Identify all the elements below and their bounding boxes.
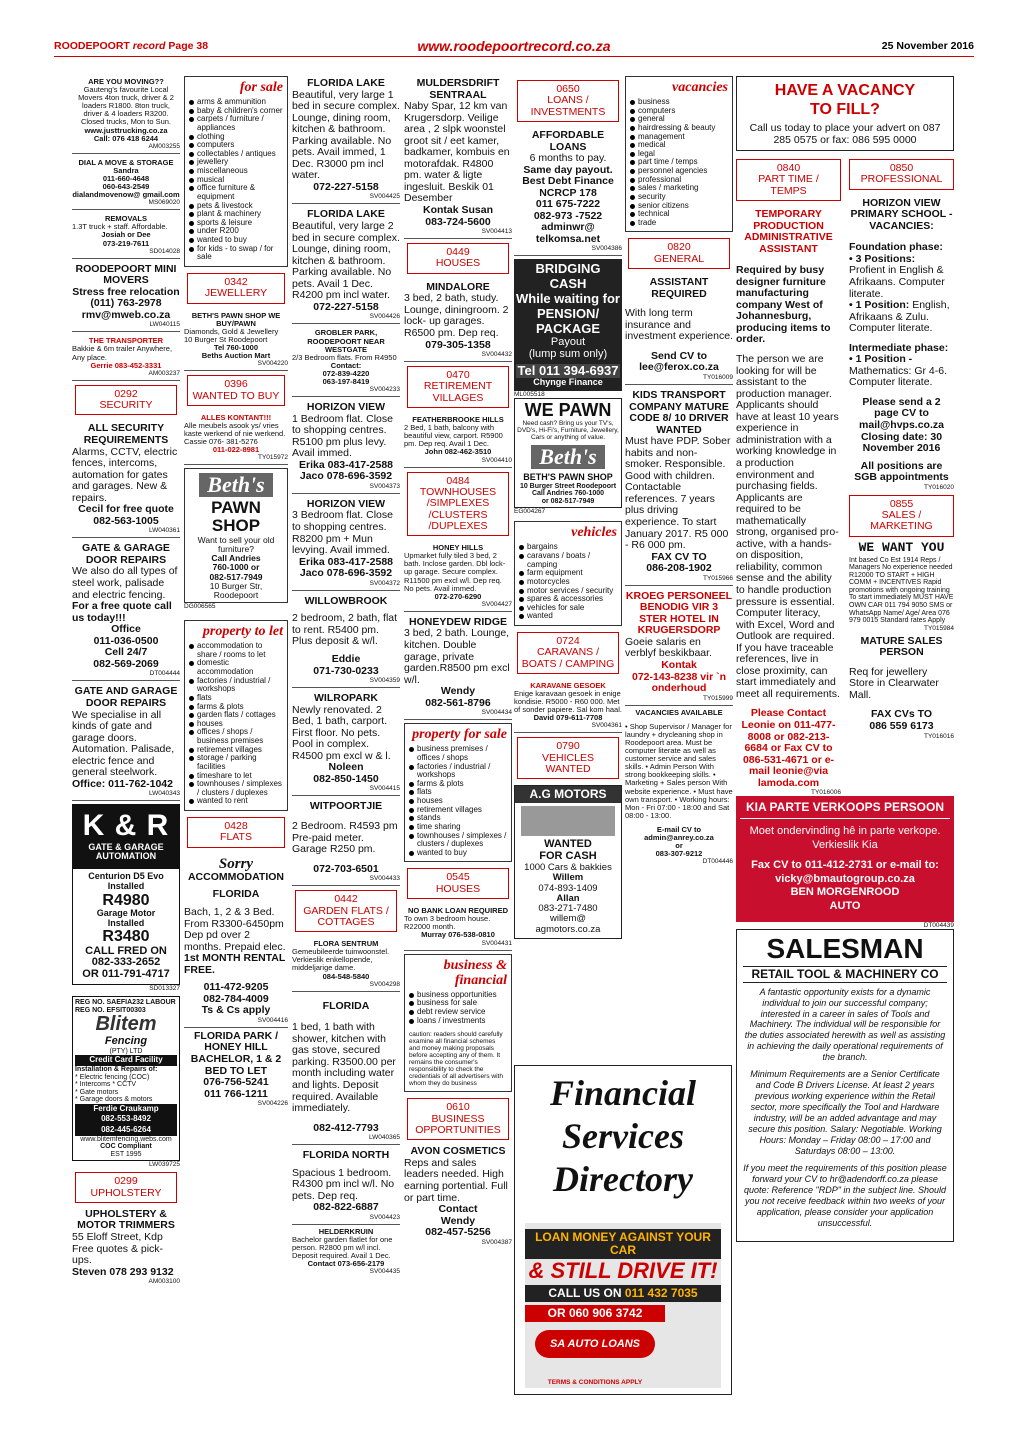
category-box[interactable]: 0850 PROFESSIONAL: [849, 159, 954, 190]
classified-ad: HELDERKRUIN Bachelor garden flatlet for one person. R2800 pm w/l incl. Deposit required. Avail 1 Dec. Contact 073-656-2179 SV004435: [292, 1226, 400, 1276]
index-item[interactable]: computers: [630, 107, 728, 116]
index-item[interactable]: wanted: [519, 612, 617, 621]
we-pawn-advert: WE PAWN Need cash? Bring us your TV's, DVD's, Hi-Fi's, Furniture, Jewellery, Cars or anything of value. Beth's BETH'S PAWN SHOP 10 Burger Street Roodepoort Call Andries 760-1000 or 082-517-7949: [514, 398, 622, 509]
category-box[interactable]: 0342 JEWELLERY: [187, 273, 285, 304]
section-index-property-for-sale: property for sale business premises / offices / shops factories / industrial / workshops farms & plots flats houses retirement villages stands time sharing townhouses / simplexes / clusters / duplexes wanted to buy: [404, 723, 512, 862]
category-box[interactable]: 0396 WANTED TO BUY: [187, 375, 285, 406]
index-item[interactable]: business premises / offices / shops: [409, 745, 507, 762]
index-item[interactable]: general: [630, 115, 728, 124]
column-3: [292, 76, 400, 1396]
page-header: [54, 40, 974, 54]
index-list: [189, 642, 283, 806]
index-item[interactable]: computers: [189, 141, 283, 150]
jobs-right: 0850 PROFESSIONAL HORIZON VIEW PRIMARY SCHOOL - VACANCIES: Foundation phase: • 3 Positions: Profient in English & Afrikaans. Computer literate. • 1 Position: English, Afrikaans & Zulu. Computer literate. Intermediate phase: • 1 Position - Mathematics: Gr 4-6. Computer literate. Please send a 2 page CV to mail@hvps.co.za Closing date: 30 November 2016 All positions are SGB appointments TY016020 0855 SALES / MARKETING WE WANT YOU Int based Co Est 1914 Reps / Managers No experience needed R12000 TO START + HIGH COMM + INCENTIVES Rapid promotions with ongoing training To start immediately MUST HAVE OWN CAR 011 794 9050 SMS or WhatsApp Name/ Age/ Area 076 979 0015 Standard rates Apply TY015984 MATURE SALES PERSON Req for jewellery Store in Clearwater Mall. FAX CVs TO 086 559 6173 TY016016: [849, 159, 954, 796]
category-box[interactable]: 0292 SECURITY: [75, 385, 177, 416]
blitem-advert: REG NO. SAEFIA232 LABOUR REG NO. EFSIT00303 Blitem Fencing (PTY) LTD Credit Card Facility Installation & Repairs of: * Electric fencing (COC) * Intercoms * CCTV * Gate motors * Garage doors & motors Ferdie Craukamp 082-553-8492 082-445-6264 www.blitemfencing.webs.com COC Compliant EST 1995: [72, 996, 180, 1161]
index-item[interactable]: garden flats / cottages: [189, 711, 283, 720]
column-7: HAVE A VACANCY TO FILL? Call us today to place your advert on 087 285 0575 or fax: 086 595 0000 0840 PART TIME / TEMPS TEMPORARY PRODUCTION ADMINISTRATIVE ASSISTANT Required by busy designer furniture manufacturing company West of Johannesburg, producing items to order. The person we are looking for will be assistant to the production manager. Applicants should have at least 10 years experience in administration with a working knowledge in a production environment and purchasing fields. Applicants are required to be mathematically strong, organised pro-active, with a hands-on disposition, reliability, common sense and the ability to handle production pressure is essential. Computer literacy, with Excel, Word and Outlook are required. If you have traceable references, live in close proximity, can start immediately and meet all requirements. Please Contact Leonie on 011-477-8008 or 082-213-6684 or Fax CV to 086-531-4671 or e-mail leonie@via lamoda.com TY016006 0850 PROFESSIONAL HORIZON VIEW PRIMARY SCHOOL - VACANCIES: Foundation phase: • 3 Positions: Profient in English & Afrikaans. Computer literate. • 1 Position: English, Afrikaans & Zulu. Computer literate. Intermediate phase: • 1 Position - Mathematics: Gr 4-6. Computer literate. Please send a 2 page CV to mail@hvps.co.za Closing date: 30 November 2016 All positions are SGB appointments TY016020 0855 SALES / MARKETING WE WANT YOU Int based Co Est 1914 Reps / Managers No experience needed R12000 TO START + HIGH COMM + INCENTIVES Rapid promotions with ongoing training To start immediately MUST HAVE OWN CAR 011 794 9050 SMS or WhatsApp Name/ Age/ Area 076 979 0015 Standard rates Apply TY015984 MATURE SALES PERSON Req for jewellery Store in Clearwater Mall. FAX CVs TO 086 559 6173 TY016016 KIA PARTE VERKOOPS PERSOON Moet ondervinding hê in parte verkope. Verkieslik Kia Fax CV to 011-412-2731 or e-mail to: vicky@bmautogroup.co.za BEN MORGENROOD AUTO DT004439 SALESMAN RETAIL TOOL & MACHINERY CO A fantastic opportunity exists for a dynamic individual to join our successful company; interested in a career in sales of Tools and Machinery. The individual will be responsible for the duties associated herewith as well as assisting in achieving the daily operational requirements of the branch. Minimum Requirements are a Senior Certificate and Code B Drivers License. At least 2 years previous working experience within the Retail sector, more specifically the Tool and Hardware industry, will be an added advantage and may secure this position. Salary: Negotiable. Working Hours: Monday – Friday 08:00 – 17:00 and Saturdays 08:00 – 13:00. If you meet the requirements of this position please forward your CV to hr@adendorff.co.za please quote: Reference "RDP" in the subject line. Should you not receive feedback within two weeks of your application, please consider your application unsuccessful.: [736, 76, 954, 1396]
index-item[interactable]: miscellaneous: [189, 167, 283, 176]
section-index-property-to-let: property to let accommodation to share / rooms to let domestic accommodation factories / industrial / workshops flats farms & plots garden flats / cottages houses offices / shops / business premises retirement villages storage / parking facilities timeshare to let townhouses / simplexes / clusters / duplexes wanted to rent: [184, 620, 288, 811]
index-item[interactable]: baby & children's corner: [189, 107, 283, 116]
index-item[interactable]: retirement villages: [189, 746, 283, 755]
classified-ad: ROODEPOORT MINI MOVERS Stress free relocation (011) 763-2978 rmv@mweb.co.za LW040115: [72, 262, 180, 333]
classified-ad: MULDERSDRIFT SENTRAAL Naby Spar, 12 km van Krugersdorp. Veilige area , 2 slpk woonstel groot sit / eet kamer, badkamer, kombuis en motorafdak. R4800 pm. water & ligte ingesluit. Beskik 01 Desember Kontak Susan 083-724-5600 SV004413: [404, 76, 512, 239]
index-item[interactable]: motorcycles: [519, 578, 617, 587]
financial-services-directory: Financial Services Directory LOAN MONEY AGAINST YOUR CAR & STILL DRIVE IT! CALL US ON 011 432 7035 OR 060 906 3742 SA AUTO LOANS TERMS & CONDITIONS APPLY: [514, 1065, 732, 1395]
classified-ad: ASSISTANT REQUIRED With long term insurance and investment experience. Send CV to lee@ferox.co.za TY016009: [625, 275, 733, 385]
car-image: [521, 806, 615, 836]
classified-ad: HONEYDEW RIDGE 3 bed, 2 bath. Lounge, kitchen. Double garage, private garden.R8500 pm excl w/l. Wendy 082-561-8796 SV004434: [404, 615, 512, 720]
blitem-logo: Blitem: [95, 1013, 157, 1036]
classified-ad: WILROPARK Newly renovated. 2 Bed, 1 bath, carport. First floor. No pets. Pool in complex. R4500 pm excl w & l. Noleen 082-850-1450 SV004415: [292, 691, 400, 796]
classified-ad: WILLOWBROOK 2 bedroom, 2 bath, flat to rent. R5400 pm. Plus deposit & w/l. Eddie 071-730-0233 SV004359: [292, 594, 400, 688]
index-item[interactable]: musical: [189, 176, 283, 185]
index-item[interactable]: bargains: [519, 543, 617, 552]
category-box[interactable]: 0724 CARAVANS / BOATS / CAMPING: [517, 632, 619, 674]
kr-logo: K & R GATE & GARAGE AUTOMATION: [72, 804, 180, 868]
index-item[interactable]: townhouses / simplexes / clusters / duplexes: [189, 780, 283, 797]
classified-ad: WITPOORTJIE 2 Bedroom. R4593 pm Pre-paid meter. Garage R250 pm. 072-703-6501 SV004433: [292, 799, 400, 886]
index-item[interactable]: domestic accommodation: [189, 659, 283, 676]
category-box[interactable]: 0449 HOUSES: [407, 243, 509, 274]
classified-ad: FLORIDA LAKE Beautiful, very large 2 bed in secure complex. Lounge, dining room, kitchen & bathroom. Parking available. No pets. Avail 1 Dec. R4200 pm incl water. 072-227-5158 SV004426: [292, 207, 400, 324]
classified-ad: GATE AND GARAGE DOOR REPAIRS We specialise in all kinds of gate and garage doors. Automation. Palisade, electric fence and general steelwork. Office: 011-762-1042 LW040343: [72, 684, 180, 801]
index-item[interactable]: houses: [409, 797, 507, 806]
classified-ad: BETH'S PAWN SHOP WE BUY/PAWN Diamonds, Gold & Jewellery 10 Burger St Roodepoort Tel 760-1000 Beths Auction Mart SV004220: [184, 310, 288, 372]
index-item[interactable]: flats: [409, 788, 507, 797]
two-column-jobs: [736, 159, 954, 796]
classified-ad: UPHOLSTERY & MOTOR TRIMMERS 55 Eloff Street, Kdp Free quotes & pick-ups. Steven 078 293 9132 AM003100: [72, 1207, 180, 1286]
index-item[interactable]: sales / marketing: [630, 184, 728, 193]
index-item[interactable]: part time / temps: [630, 158, 728, 167]
index-item[interactable]: accommodation to share / rooms to let: [189, 642, 283, 659]
index-item[interactable]: factories / industrial / workshops: [189, 677, 283, 694]
beths-pawn-advert: Beth's PAWN SHOP Want to sell your old furniture? Call Andries 760-1000 or 082-517-7949 10 Burger Str, Roodepoort: [184, 468, 288, 603]
beths-logo: Beth's: [531, 445, 604, 469]
index-item[interactable]: sports & leisure: [189, 219, 283, 228]
classified-ad: KIDS TRANSPORT COMPANY MATURE CODE 8/ 10 DRIVER WANTED Must have PDP. Sober habits and non-smoker. Responsible. Good with children. Contactable references. 7 years plus driving experience. To start January 2017. R5 000 - R6 000 pm. FAX CV TO 086-208-1902 TY015966: [625, 388, 733, 586]
section-index-business-financial: business & financial business opportunities business for sale debt review service loans / investments caution: readers should carefully examine all financial schemes and money making proposals before accepting any of them. It remains the consumer's responsibility to check the credentials of all advertisers with whom they do business: [404, 954, 512, 1093]
classified-ad: ALLES KONTANT!!! Alle meubels asook ys/ vries kaste werkend of nie werkend. Cassie 076- 381-5276 011-022-8981 TY015972: [184, 412, 288, 465]
section-index-for-sale: for sale arms & ammunition baby & children's corner carpets / furniture / appliances clothing computers collectables / antiques jewellery miscellaneous musical office furniture & equipment pets & livestock plant & machinery sports & leisure under R200 wanted to buy for kids - to swap / for sale: [184, 76, 288, 267]
index-item[interactable]: flats: [189, 694, 283, 703]
index-item[interactable]: collectables / antiques: [189, 150, 283, 159]
beths-logo: Beth's: [199, 473, 272, 497]
category-box[interactable]: 0299 UPHOLSTERY: [75, 1172, 177, 1203]
classified-ad: HONEY HILLS Upmarket fully tiled 3 bed, 2 bath. Inclose garden. Dbl lock-up garage. Secure complex. R11500 pm excl w/l. Dep req. No pets. Avail immed. 072-270-6290 SV004427: [404, 542, 512, 612]
index-item[interactable]: wanted to rent: [189, 797, 283, 806]
index-item[interactable]: vehicles for sale: [519, 604, 617, 613]
classified-ad: FLORIDA NORTH Spacious 1 bedroom. R4300 pm incl w/l. No pets. Dep req. 082-822-6887 SV004423: [292, 1148, 400, 1225]
index-item[interactable]: wanted to buy: [189, 236, 283, 245]
index-item[interactable]: factories / industrial / workshops: [409, 763, 507, 780]
have-a-vacancy-advert: HAVE A VACANCY TO FILL? Call us today to place your advert on 087 285 0575 or fax: 086 595 0000: [736, 76, 954, 151]
index-item[interactable]: townhouses / simplexes / clusters / duplexes: [409, 832, 507, 849]
header-date: 25 November 2016: [881, 40, 974, 52]
section-index-vehicles: vehicles bargains caravans / boats / camping farm equipment motorcycles motor services / security spares & accessories vehicles for sale wanted: [514, 521, 622, 626]
index-item[interactable]: time sharing: [409, 823, 507, 832]
classified-ad: Sorry ACCOMMODATION FLORIDA Bach, 1, 2 & 3 Bed. From R3300-6450pm Dep pd over 2 months. Prepaid elec. 1st MONTH RENTAL FREE. 011-472-9205 082-784-4009 Ts & Cs apply SV004416: [184, 854, 288, 1028]
index-item[interactable]: business: [630, 98, 728, 107]
index-item[interactable]: technical: [630, 210, 728, 219]
index-item[interactable]: debt review service: [409, 1008, 507, 1017]
category-box[interactable]: 0442 GARDEN FLATS / COTTAGES: [295, 890, 397, 932]
category-box[interactable]: 0610 BUSINESS OPPORTUNITIES: [407, 1098, 509, 1140]
classified-ad: HORIZON VIEW 3 Bedroom flat. Close to shopping centres. R8200 pm + Mun levying. Avail immed. Erika 083-417-2588 Jaco 078-696-3592 SV004372: [292, 497, 400, 591]
category-box[interactable]: 0650 LOANS / INVESTMENTS: [517, 80, 619, 122]
classified-ad: MINDALORE 3 bed, 2 bath, study. Lounge, diningroom. 2 lock- up garages. R6500 pm. Dep req. 079-305-1358 SV004432: [404, 280, 512, 362]
index-item[interactable]: motor services / security: [519, 587, 617, 596]
jobs-left: 0840 PART TIME / TEMPS TEMPORARY PRODUCTION ADMINISTRATIVE ASSISTANT Required by busy designer furniture manufacturing company West of Johannesburg, producing items to order. The person we are looking for will be assistant to the production manager. Applicants should have at least 10 years experience in administration with a working knowledge in a production environment and purchasing fields. Applicants are required to be mathematically strong, organised pro-active, with a hands-on disposition, reliability, common sense and the ability to handle production pressure is essential. Computer literacy, with Excel, Word and Outlook are required. If you have traceable references, live in close proximity, can start immediately and meet all requirements. Please Contact Leonie on 011-477-8008 or 082-213-6684 or Fax CV to 086-531-4671 or e-mail leonie@via lamoda.com TY016006: [736, 159, 841, 796]
index-item[interactable]: stands: [409, 814, 507, 823]
category-box[interactable]: 0470 RETIREMENT VILLAGES: [407, 366, 509, 408]
index-item[interactable]: wanted to buy: [409, 849, 507, 858]
index-item[interactable]: medical: [630, 141, 728, 150]
index-item[interactable]: pets & livestock: [189, 202, 283, 211]
classified-ad: FEATHERBROOKE HILLS 2 Bed, 1 bath, balcony with beautiful view, carport. R5900 pm. Dep req. Avail 1 Dec. John 082-462-3510 SV004410: [404, 414, 512, 467]
index-item[interactable]: for kids - to swap / for sale: [189, 245, 283, 262]
index-item[interactable]: timeshare to let: [189, 772, 283, 781]
column-4: [404, 76, 512, 1396]
category-box[interactable]: 0855 SALES / MARKETING: [849, 495, 954, 537]
classified-ad: REMOVALS 1.3T truck + staff. Affordable. Josiah or Dee 073-219-7611 SD014028: [72, 213, 180, 258]
index-item[interactable]: management: [630, 133, 728, 142]
index-item[interactable]: business opportunities: [409, 991, 507, 1000]
sa-auto-loans-advert: LOAN MONEY AGAINST YOUR CAR & STILL DRIVE IT! CALL US ON 011 432 7035 OR 060 906 3742 SA AUTO LOANS TERMS & CONDITIONS APPLY: [525, 1223, 721, 1388]
index-list: [409, 991, 507, 1026]
classified-ad: FLORIDA PARK / HONEY HILL BACHELOR, 1 & 2 BED TO LET 076-756-5241 011 766-1211 SV004226: [190, 1029, 288, 1108]
classified-ad: FLORIDA LAKE Beautiful, very large 1 bed in secure complex. Lounge, dining room, kitchen & bathroom. Parking available. No pets. Avail immed, 1 Dec. R3000 pm incl water. 072-227-5158 SV004425: [292, 76, 400, 204]
index-list: [409, 745, 507, 857]
index-item[interactable]: senior citizens: [630, 202, 728, 211]
bridging-cash-advert: BRIDGING CASH While waiting for PENSION/ PACKAGE Payout (lump sum only) Tel 011 394-6937 Chynge Finance: [514, 259, 622, 390]
category-box[interactable]: 0545 HOUSES: [407, 868, 509, 899]
index-item[interactable]: storage / parking facilities: [189, 754, 283, 771]
classified-ad: KARAVANE GESOEK Enige karavaan gesoek in enige kondisie. R5000 - R60 000. Met of sonder papiere. Sal kom haal. David 079-611-7708 SV004361: [514, 680, 622, 733]
index-item[interactable]: jewellery: [189, 158, 283, 167]
column-5: 0650 LOANS / INVESTMENTS AFFORDABLE LOANS 6 months to pay. Same day payout. Best Debt Finance NCRCP 178 011 675-7222 082-973 -7522 adminwr@ telkomsa.net SV004386 BRIDGING CASH While waiting for PENSION/ PACKAGE Payout (lump sum only) Tel 011 394-6937 Chynge Finance ML005518 WE PAWN Need cash? Bring us your TV's, DVD's, Hi-Fi's, Furniture, Jewellery, Cars or anything of value. Beth's BETH'S PAWN SHOP 10 Burger Street Roodepoort Call Andries 760-1000 or 082-517-7949 EG004267 vehicles bargains caravans / boats / camping farm equipment motorcycles motor services / security spares & accessories vehicles for sale wanted 0724 CARAVANS / BOATS / CAMPING KARAVANE GESOEK Enige karavaan gesoek in enige kondisie. R5000 - R60 000. Met of sonder papiere. Sal kom haal. David 079-611-7708 SV004361 0790 VEHICLES WANTED A.G MOTORS WANTED FOR CASH 1000 Cars & bakkies Willem 074-893-1409 Allan 083-271-7480 willem@ agmotors.co.za: [514, 76, 622, 1061]
index-item[interactable]: legal: [630, 150, 728, 159]
classified-ad: NO BANK LOAN REQUIRED To own 3 bedroom house. R22000 month. Murray 076-538-0810 SV004431: [404, 905, 512, 950]
index-item[interactable]: farm equipment: [519, 569, 617, 578]
index-item[interactable]: farms & plots: [189, 703, 283, 712]
index-item[interactable]: offices / shops / business premises: [189, 728, 283, 745]
classified-ad: GROBLER PARK, ROODEPOORT NEAR WESTGATE 2/3 Bedroom flats. From R4950 Contact: 072-839-4220 063-197-8419 SV004233: [292, 327, 400, 397]
index-item[interactable]: trade: [630, 219, 728, 228]
category-box[interactable]: 0820 GENERAL: [628, 238, 730, 269]
section-index-vacancies: vacancies business computers general hairdressing & beauty management medical legal part time / temps personnel agencies professional sales / marketing security senior citizens technical trade: [625, 76, 733, 232]
index-item[interactable]: retirement villages: [409, 806, 507, 815]
index-item[interactable]: plant & machinery: [189, 210, 283, 219]
classified-ad: VACANCIES AVAILABLE • Shop Supervisor / Manager for laundry + drycleaning shop in Roodepoort area. Must be computer literate as well as customer service and sales skills. • Admin Person With strong bookkeeping skills. • Marketing + Sales person With website experience. • Must have own transport. • Working hours: Mon - Fri 07:00 - 18:00 and Sat 08:00 - 13:00. E-mail CV to admin@anrey.co.za or 083-307-9212 DT004446: [625, 707, 733, 866]
category-box[interactable]: 0840 PART TIME / TEMPS: [736, 159, 841, 201]
category-box[interactable]: 0428 FLATS: [187, 817, 285, 848]
salesman-advert: SALESMAN RETAIL TOOL & MACHINERY CO A fantastic opportunity exists for a dynamic individual to join our successful company; interested in a career in sales of Tools and Machinery. The individual will be responsible for the duties associated herewith as well as assisting in achieving the daily operational requirements of the branch. Minimum Requirements are a Senior Certificate and Code B Drivers License. At least 2 years previous working experience within the Retail sector, more specifically the Tool and Hardware industry, will be an added advantage and may secure this position. Salary: Negotiable. Working Hours: Monday – Friday 08:00 – 17:00 and Saturdays 08:00 – 13:00. If you meet the requirements of this position please forward your CV to hr@adendorff.co.za please quote: Reference "RDP" in the subject line. Should you not receive feedback within two weeks of your application, please consider your application unsuccessful.: [736, 929, 954, 1242]
sa-auto-loans-logo: SA AUTO LOANS: [535, 1330, 655, 1358]
classified-ad: HORIZON VIEW 1 Bedroom flat. Close to shopping centres. R5100 pm plus levy. Avail immed. Erika 083-417-2588 Jaco 078-696-3592 SV004373: [292, 400, 400, 494]
index-item[interactable]: arms & ammunition: [189, 98, 283, 107]
column-2: for sale arms & ammunition baby & children's corner carpets / furniture / appliances clothing computers collectables / antiques jewellery miscellaneous musical office furniture & equipment pets & livestock plant & machinery sports & leisure under R200 wanted to buy for kids - to swap / for sale 0342 JEWELLERY BETH'S PAWN SHOP WE BUY/PAWN Diamonds, Gold & Jewellery 10 Burger St Roodepoort Tel 760-1000 Beths Auction Mart SV004220 0396 WANTED TO BUY ALLES KONTANT!!! Alle meubels asook ys/ vries kaste werkend of nie werkend. Cassie 076- 381-5276 011-022-8981 TY015972 Beth's PAWN SHOP Want to sell your old furniture? Call Andries 760-1000 or 082-517-7949 10 Burger Str, Roodepoort DG006565 property to let accommodation to share / rooms to let domestic accommodation factories / industrial / workshops flats farms & plots garden flats / cottages houses offices / shops / business premises retirement villages storage / parking facilities timeshare to let townhouses / simplexes / clusters / duplexes wanted to rent 0428 FLATS Sorry ACCOMMODATION FLORIDA Bach, 1, 2 & 3 Bed. From R3300-6450pm Dep pd over 2 months. Prepaid elec. 1st MONTH RENTAL FREE. 011-472-9205 082-784-4009 Ts & Cs apply SV004416 FLORIDA PARK / HONEY HILL BACHELOR, 1 & 2 BED TO LET 076-756-5241 011 766-1211 SV004226: [184, 76, 288, 1396]
ag-motors-advert: A.G MOTORS WANTED FOR CASH 1000 Cars & bakkies Willem 074-893-1409 Allan 083-271-7480 willem@ agmotors.co.za: [514, 785, 622, 938]
index-item[interactable]: farms & plots: [409, 780, 507, 789]
classified-ad: FLORA SENTRUM Gemeubileerde tuinwoonstel. Verkieslik enkellopende, middeljarige dame. 084-548-5840 SV004298: [292, 938, 400, 991]
accom-logo: Sorry: [218, 855, 254, 872]
classified-ad: FLORIDA 1 bed, 1 bath with shower, kitchen with gas stove, secured parking. R3500.00 per month including water and lights. Deposit required. Available immediately. 082-412-7793 LW040365: [292, 995, 400, 1145]
header-left: ROODEPOORT record Page 38: [54, 40, 209, 52]
index-item[interactable]: business for sale: [409, 999, 507, 1008]
classified-ad: KROEG PERSONEEL BENODIG VIR 3 STER HOTEL IN KRUGERSDORP Goeie salaris en verblyf beskikbaar. Kontak 072-143-8238 vir `n onderhoud TY015999: [625, 589, 733, 706]
index-item[interactable]: carpets / furniture / appliances: [189, 115, 283, 132]
index-item[interactable]: office furniture & equipment: [189, 184, 283, 201]
category-box[interactable]: 0790 VEHICLES WANTED: [517, 737, 619, 779]
column-1: ARE YOU MOVING?? Gauteng's favourite Local Movers 4ton truck, driver & 2 loaders R1800. 8ton truck, driver & 4 loaders R3200. Closed trucks, Mon to Sun. www.justtrucking.co.za Call: 076 418 6244 AM003255 DIAL A MOVE & STORAGE Sandra 011-660-4648 060-643-2549 dialandmovenow@ gmail.com MS069020 REMOVALS 1.3T truck + staff. Affordable. Josiah or Dee 073-219-7611 SD014028 ROODEPOORT MINI MOVERS Stress free relocation (011) 763-2978 rmv@mweb.co.za LW040115 THE TRANSPORTER Bakkie & 6m trailer Anywhere, Any place. Gerrie 083-452-3331 AM003237 0292 SECURITY ALL SECURITY REQUIREMENTS Alarms, CCTV, electric fences, intercoms, automation for gates and garages. New & repairs. Cecil for free quote 082-563-1005 LW040361 GATE & GARAGE DOOR REPAIRS We also do all types of steel work, palisade and electric fencing. For a free quote call us today!!! Office 011-036-0500 Cell 24/7 082-569-2069 DT004444 GATE AND GARAGE DOOR REPAIRS We specialise in all kinds of gate and garage doors. Automation. Palisade, electric fence and general steelwork. Office: 011-762-1042 LW040343 K & R GATE & GARAGE AUTOMATION Centurion D5 Evo Installed R4980 Garage Motor Installed R3480 CALL FRED ON 082-333-2652 OR 011-791-4717 SD013327 REG NO. SAEFIA232 LABOUR REG NO. EFSIT00303 Blitem Fencing (PTY) LTD Credit Card Facility Installation & Repairs of: * Electric fencing (COC) * Intercoms * CCTV * Gate motors * Garage doors & motors Ferdie Craukamp 082-553-8492 082-445-6264 www.blitemfencing.webs.com COC Compliant EST 1995 LW039725 0299 UPHOLSTERY UPHOLSTERY & MOTOR TRIMMERS 55 Eloff Street, Kdp Free quotes & pick-ups. Steven 078 293 9132 AM003100: [72, 77, 180, 1286]
index-list: [630, 98, 728, 227]
index-item[interactable]: clothing: [189, 133, 283, 142]
index-item[interactable]: security: [630, 193, 728, 202]
index-list: [189, 98, 283, 262]
category-box[interactable]: 0484 TOWNHOUSES /SIMPLEXES /CLUSTERS /DUPLEXES: [407, 472, 509, 537]
classified-ad: GATE & GARAGE DOOR REPAIRS We also do all types of steel work, palisade and electric fencing. For a free quote call us today!!! Office 011-036-0500 Cell 24/7 082-569-2069 DT004444: [72, 541, 180, 681]
index-item[interactable]: houses: [189, 720, 283, 729]
index-item[interactable]: loans / investments: [409, 1017, 507, 1026]
index-item[interactable]: hairdressing & beauty: [630, 124, 728, 133]
classified-ad: AFFORDABLE LOANS 6 months to pay. Same day payout. Best Debt Finance NCRCP 178 011 675-7222 082-973 -7522 adminwr@ telkomsa.net SV004386: [514, 128, 622, 256]
kr-advert: K & R GATE & GARAGE AUTOMATION Centurion D5 Evo Installed R4980 Garage Motor Installed R3480 CALL FRED ON 082-333-2652 OR 011-791-4717 SD013327: [72, 804, 180, 992]
classified-ad: THE TRANSPORTER Bakkie & 6m trailer Anywhere, Any place. Gerrie 083-452-3331 AM003237: [72, 335, 180, 380]
index-item[interactable]: spares & accessories: [519, 595, 617, 604]
classified-ad: AVON COSMETICS Reps and sales leaders needed. High earning portential. Full or part time. Contact Wendy 082-457-5256 SV004387: [404, 1145, 512, 1246]
kr-prices: Centurion D5 Evo Installed R4980 Garage Motor Installed R3480 CALL FRED ON 082-333-2652 OR 011-791-4717: [72, 868, 180, 985]
index-item[interactable]: under R200: [189, 227, 283, 236]
we-want-you-graphic: WE WANT YOU: [858, 539, 945, 555]
index-item[interactable]: professional: [630, 176, 728, 185]
index-item[interactable]: caravans / boats / camping: [519, 552, 617, 569]
classified-ad: ARE YOU MOVING?? Gauteng's favourite Local Movers 4ton truck, driver & 2 loaders R1800. 8ton truck, driver & 4 loaders R3200. Closed trucks, Mon to Sun. www.justtrucking.co.za Call: 076 418 6244 AM003255: [72, 76, 180, 154]
index-item[interactable]: personnel agencies: [630, 167, 728, 176]
header-url[interactable]: www.roodepoortrecord.co.za: [417, 38, 611, 54]
classified-ad: DIAL A MOVE & STORAGE Sandra 011-660-4648 060-643-2549 dialandmovenow@ gmail.com MS069020: [72, 157, 180, 210]
header-rule: [54, 56, 974, 57]
index-list: [519, 543, 617, 621]
kia-parts-advert: KIA PARTE VERKOOPS PERSOON Moet ondervinding hê in parte verkope. Verkieslik Kia Fax CV to 011-412-2731 or e-mail to: vicky@bmautogroup.co.za BEN MORGENROOD AUTO: [736, 796, 954, 922]
column-6: [625, 76, 733, 1061]
classified-ad: ALL SECURITY REQUIREMENTS Alarms, CCTV, electric fences, intercoms, automation for gates and garages. New & repairs. Cecil for free quote 082-563-1005 LW040361: [72, 421, 180, 538]
